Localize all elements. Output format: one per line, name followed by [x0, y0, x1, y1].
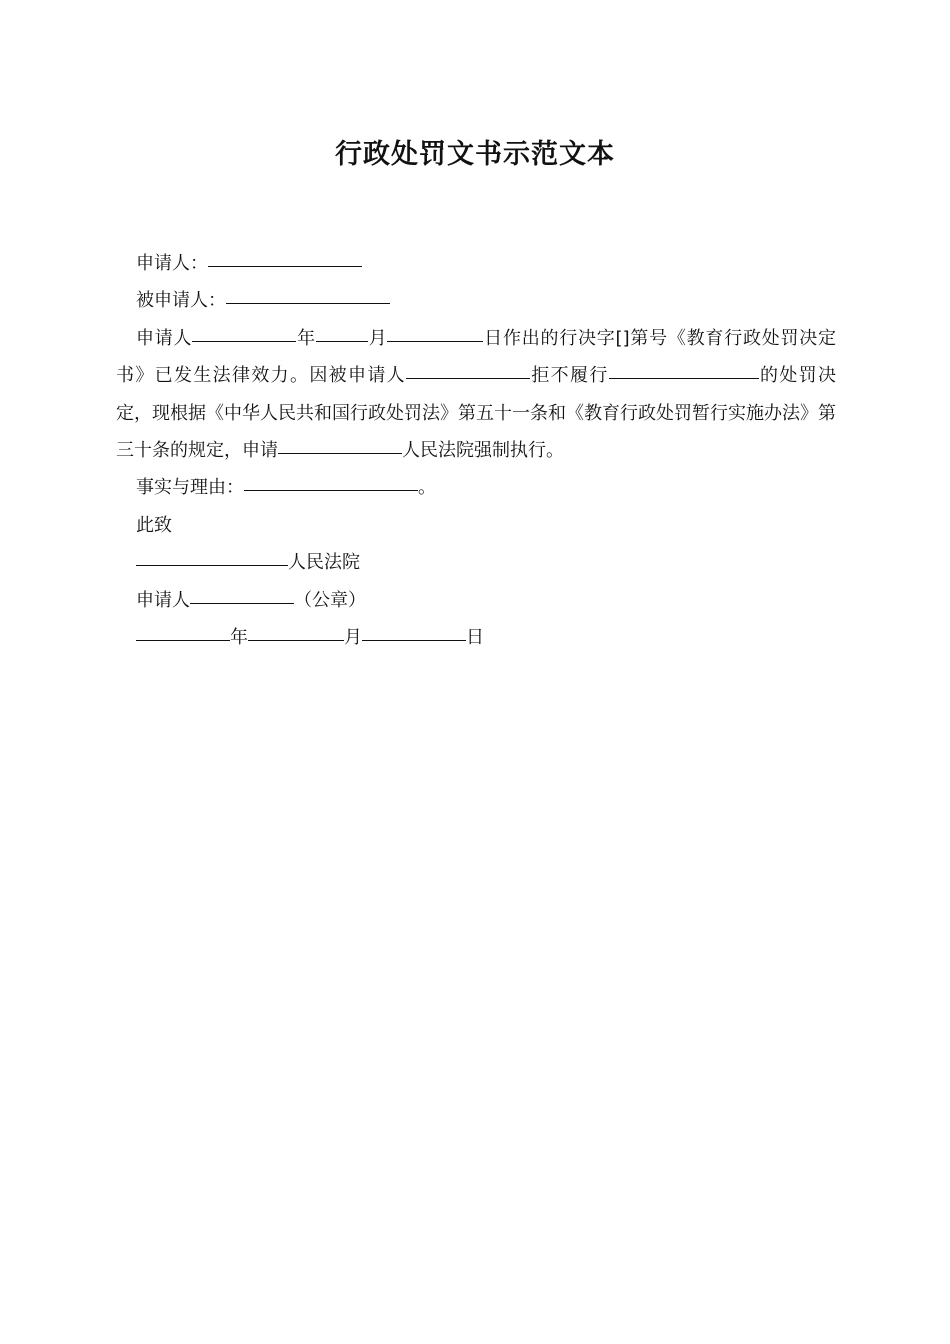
salutation: 此致 [136, 514, 172, 536]
para-blank-day [387, 340, 483, 342]
respondent-label: 被申请人： [136, 290, 226, 312]
facts-label: 事实与理由： [136, 477, 244, 499]
date-year: 年 [230, 627, 248, 649]
para-text-basis: 的处罚决定，现根据《中华人民共和国行政处罚法》第五十一条和《教育行政处罚暂行实施办法》第三十条的规定，申请 [116, 365, 837, 462]
signature-label: 申请人 [136, 589, 190, 611]
date-line [116, 619, 836, 656]
para-blank-court [278, 452, 402, 454]
signature-line [116, 582, 836, 619]
para-blank-respondent [406, 377, 530, 379]
date-day: 日 [466, 627, 484, 649]
para-text-month: 月 [367, 327, 388, 349]
facts-end: 。 [418, 477, 436, 499]
seal-label: （公章） [294, 589, 366, 611]
court-line [116, 544, 836, 581]
signature-blank [190, 602, 294, 604]
applicant-label: 申请人： [136, 253, 208, 274]
main-paragraph [116, 320, 836, 470]
date-blank-year [136, 639, 230, 641]
court-blank [136, 564, 288, 566]
para-blank-obligation [609, 377, 759, 379]
document-title: 行政处罚文书示范文本 [335, 139, 615, 170]
para-blank-year [192, 340, 296, 342]
respondent-line [116, 282, 836, 319]
date-blank-month [248, 639, 344, 641]
para-text-enforce: 人民法院强制执行。 [402, 440, 564, 462]
para-blank-month [316, 340, 368, 342]
salutation-line [116, 507, 836, 544]
applicant-line [116, 245, 836, 282]
court-suffix: 人民法院 [288, 552, 360, 574]
facts-line [116, 469, 836, 506]
date-blank-day [362, 639, 466, 641]
date-month: 月 [344, 627, 362, 649]
document-body [116, 245, 836, 656]
para-text-refuse: 拒不履行 [530, 365, 609, 387]
para-text-year: 年 [296, 327, 316, 349]
facts-blank [244, 489, 418, 491]
para-text-applicant: 申请人 [136, 327, 193, 349]
para-text-decision: 日作出的行决字[]第号《教育行政处罚决定书》已发生法律效力。因被申请人 [116, 327, 837, 387]
applicant-blank [208, 265, 362, 267]
respondent-blank [226, 302, 390, 304]
